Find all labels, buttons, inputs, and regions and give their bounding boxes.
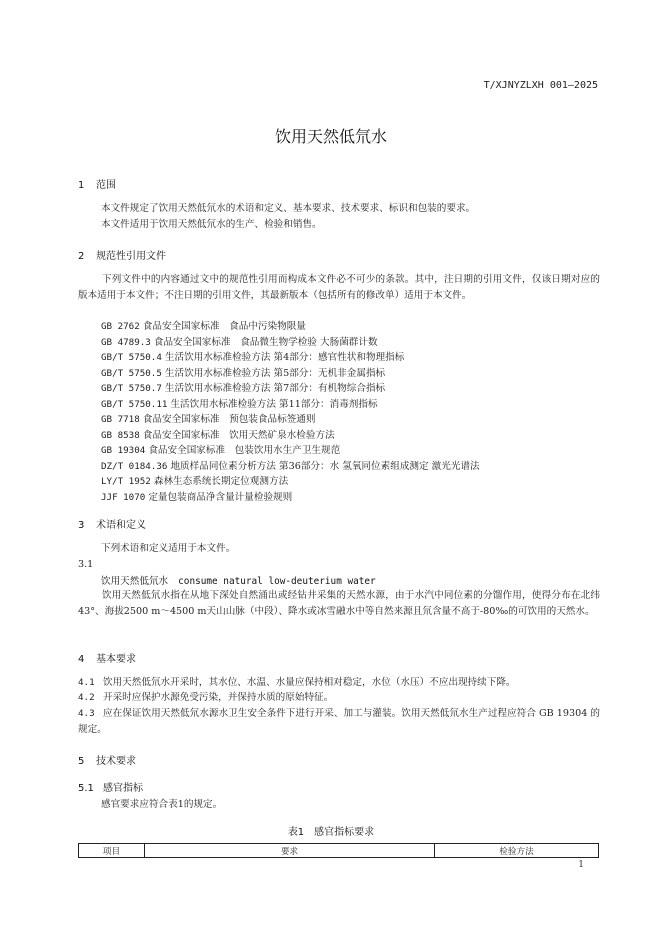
reference-item: GB/T 5750.5 生活饮用水标准检验方法 第5部分：无机非金属指标	[101, 368, 386, 379]
section-3-heading	[78, 516, 146, 531]
column-header-method: 检验方法	[435, 844, 599, 858]
reference-item: GB/T 5750.11 生活饮用水标准检验方法 第11部分：消毒剂指标	[101, 399, 378, 410]
section-number: 1	[78, 180, 85, 191]
reference-item: GB 4789.3 食品安全国家标准 食品微生物学检验 大肠菌群计数	[101, 337, 378, 348]
reference-item: DZ/T 0184.36 地质样品同位素分析方法 第36部分：水 氢氧同位素组成测定 激光光谱法	[101, 461, 480, 472]
term-definition: 饮用天然低氘水指在从地下深处自然涌出或经钻井采集的天然水源，由于水汽中同位素的分馏作用，使得分布在北纬43°、海拔2500 m～4500 m天山山脉（中段）、降水或冰雪融水中等自然来源且氘含量不高于-80‰的可饮用的天然水。	[78, 590, 600, 617]
section-5-heading	[78, 752, 136, 767]
terms-intro: 下列术语和定义适用于本文件。	[101, 543, 236, 554]
standard-code: T/XJNYZLXH 001—2025	[483, 80, 598, 91]
clause-4-3: 4.3 应在保证饮用天然低氘水源水卫生安全条件下进行开采、加工与灌装。饮用天然低氘水生产过程应符合 GB 19304 的规定。	[78, 708, 600, 735]
clause-4-1: 4.1 饮用天然低氘水开采时，其水位、水温、水量应保持相对稳定，水位（水压）不应出现持续下降。	[78, 677, 516, 688]
term-chinese: 饮用天然低氘水	[101, 576, 169, 587]
reference-item: GB 19304 食品安全国家标准 包装饮用水生产卫生规范	[101, 445, 341, 456]
reference-item: GB/T 5750.4 生活饮用水标准检验方法 第4部分：感官性状和物理指标	[101, 352, 405, 363]
section-title: 基本要求	[96, 654, 136, 665]
section-1-heading	[78, 176, 116, 191]
subsection-number: 5.1	[78, 783, 94, 794]
section-2-heading	[78, 247, 166, 262]
section-number: 3	[78, 520, 85, 531]
section-title: 范围	[96, 180, 116, 191]
table-header-row	[79, 844, 599, 858]
scope-paragraph-1: 本文件规定了饮用天然低氘水的术语和定义、基本要求、技术要求、标识和包装的要求。	[101, 203, 476, 214]
page-number: 1	[578, 860, 584, 870]
subsection-5-1-heading	[78, 779, 143, 794]
section-title: 规范性引用文件	[96, 251, 166, 262]
reference-item: GB 8538 食品安全国家标准 饮用天然矿泉水检验方法	[101, 430, 335, 441]
section-title: 术语和定义	[96, 520, 146, 531]
reference-item: JJF 1070 定量包装商品净含量计量检验规则	[101, 492, 293, 503]
column-header-item: 项目	[79, 844, 145, 858]
section-number: 4	[78, 654, 85, 665]
clause-4-2: 4.2 开采时应保护水源免受污染，并保持水质的原始特征。	[78, 692, 334, 703]
term-entry-number: 3.1	[78, 559, 94, 570]
normative-intro: 下列文件中的内容通过文中的规范性引用而构成本文件必不可少的条款。其中，注日期的引用文件，仅该日期对应的版本适用于本文件；不注日期的引用文件，其最新版本（包括所有的修改单）适用于本文件。	[78, 274, 600, 301]
column-header-requirement: 要求	[145, 844, 435, 858]
reference-item: LY/T 1952 森林生态系统长期定位观测方法	[101, 476, 289, 487]
scope-paragraph-2: 本文件适用于饮用天然低氘水的生产、检验和销售。	[101, 219, 322, 230]
reference-item: GB 2762 食品安全国家标准 食品中污染物限量	[101, 321, 306, 332]
section-number: 5	[78, 756, 85, 767]
sensory-table	[78, 843, 599, 858]
reference-item: GB/T 5750.7 生活饮用水标准检验方法 第7部分：有机物综合指标	[101, 383, 386, 394]
subsection-title: 感官指标	[103, 783, 143, 794]
reference-item: GB 7718 食品安全国家标准 预包装食品标签通则	[101, 414, 316, 425]
section-4-heading	[78, 650, 136, 665]
sensory-intro: 感官要求应符合表1的规定。	[101, 799, 223, 810]
section-number: 2	[78, 251, 85, 262]
section-title: 技术要求	[96, 756, 136, 767]
term-heading	[101, 573, 376, 587]
document-title: 饮用天然低氘水	[274, 127, 387, 146]
table-caption: 表1 感官指标要求	[287, 827, 375, 838]
term-english: consume natural low-deuterium water	[178, 576, 376, 587]
